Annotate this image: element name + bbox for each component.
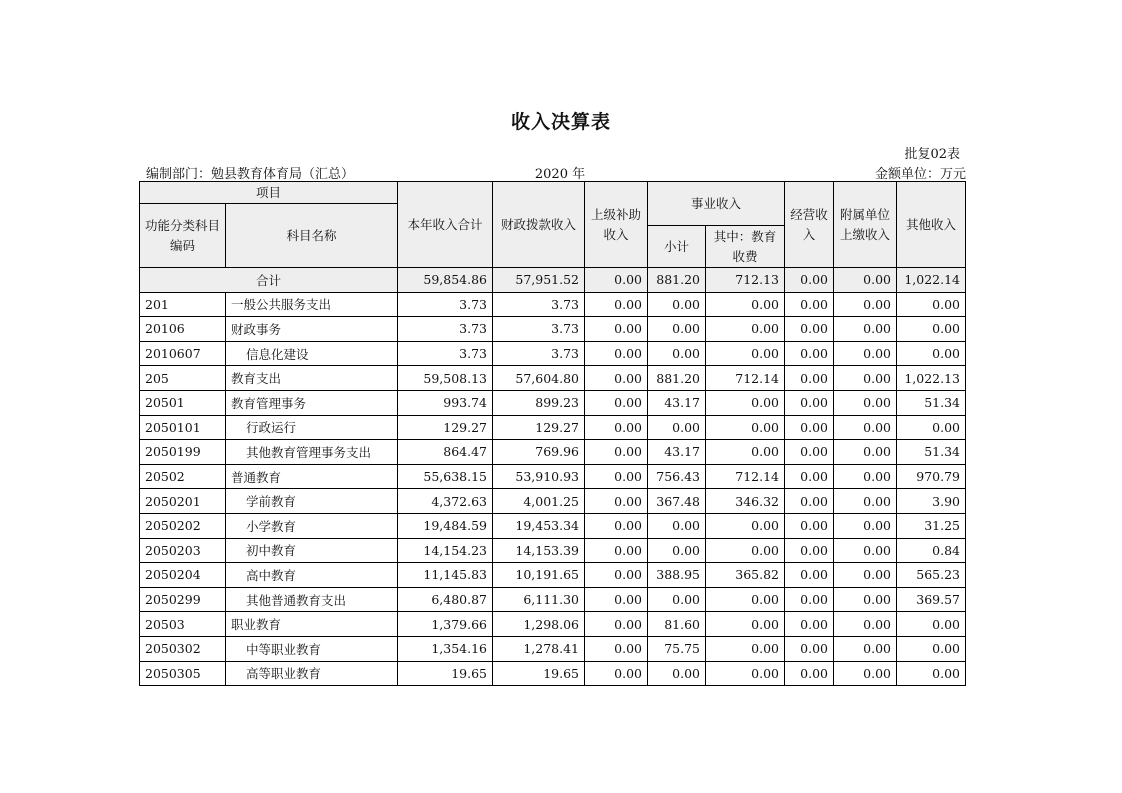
subject-name-cell: 其他教育管理事务支出 [226,440,398,465]
table-row [140,366,966,391]
amount-cell: 0.00 [834,489,897,514]
amount-cell: 0.00 [897,661,966,686]
amount-cell: 712.14 [706,366,785,391]
amount-cell: 0.00 [785,341,834,366]
subject-name-cell: 其他普通教育支出 [226,587,398,612]
amount-cell: 0.00 [706,513,785,538]
amount-cell: 6,111.30 [493,587,585,612]
amount-cell: 367.48 [648,489,706,514]
amount-cell: 14,153.39 [493,538,585,563]
amount-cell: 0.00 [834,636,897,661]
amount-cell: 0.00 [706,390,785,415]
amount-cell: 769.96 [493,440,585,465]
amount-cell: 51.34 [897,440,966,465]
amount-cell: 565.23 [897,563,966,588]
amount-cell: 0.00 [785,464,834,489]
amount-cell: 0.00 [785,563,834,588]
amount-cell: 0.00 [834,341,897,366]
amount-cell: 11,145.83 [398,563,493,588]
amount-cell: 756.43 [648,464,706,489]
function-code-cell: 20501 [140,390,226,415]
subject-name-cell: 小学教育 [226,513,398,538]
amount-cell: 0.00 [834,415,897,440]
function-code-cell: 2050202 [140,513,226,538]
subject-name-cell: 高等职业教育 [226,661,398,686]
table-row [140,390,966,415]
amount-cell: 0.00 [834,390,897,415]
table-row [140,587,966,612]
amount-cell: 0.00 [585,390,648,415]
amount-cell: 346.32 [706,489,785,514]
subject-name-cell: 职业教育 [226,612,398,637]
amount-cell: 0.00 [585,415,648,440]
amount-cell: 59,508.13 [398,366,493,391]
total-cell: 881.20 [648,268,706,293]
amount-cell: 0.00 [897,317,966,342]
amount-cell: 81.60 [648,612,706,637]
function-code-cell: 2010607 [140,341,226,366]
amount-cell: 0.00 [648,587,706,612]
amount-cell: 0.00 [585,317,648,342]
amount-cell: 0.00 [585,464,648,489]
amount-cell: 0.00 [785,292,834,317]
amount-cell: 0.00 [834,440,897,465]
amount-cell: 0.00 [585,341,648,366]
table-body [140,268,966,686]
amount-cell: 19.65 [493,661,585,686]
subject-name-cell: 学前教育 [226,489,398,514]
amount-cell: 0.00 [585,538,648,563]
subject-name-cell: 初中教育 [226,538,398,563]
amount-cell: 10,191.65 [493,563,585,588]
amount-cell: 0.00 [648,513,706,538]
function-code-cell: 20503 [140,612,226,637]
table-row [140,317,966,342]
amount-cell: 3.73 [398,341,493,366]
amount-cell: 0.00 [834,587,897,612]
amount-cell: 14,154.23 [398,538,493,563]
amount-cell: 0.00 [834,464,897,489]
amount-cell: 0.00 [585,636,648,661]
amount-cell: 1,354.16 [398,636,493,661]
function-code-cell: 2050299 [140,587,226,612]
amount-cell: 4,372.63 [398,489,493,514]
function-code-cell: 2050204 [140,563,226,588]
amount-cell: 0.00 [897,612,966,637]
total-cell: 57,951.52 [493,268,585,293]
amount-cell: 899.23 [493,390,585,415]
total-cell: 0.00 [785,268,834,293]
amount-cell: 0.00 [706,612,785,637]
compiling-department: 编制部门：勉县教育体育局（汇总） [146,167,355,182]
amount-cell: 43.17 [648,390,706,415]
amount-cell: 0.00 [785,317,834,342]
header-fiscal-appropriation: 财政拨款收入 [493,182,585,268]
subject-name-cell: 教育管理事务 [226,390,398,415]
amount-cell: 864.47 [398,440,493,465]
header-other-income: 其他收入 [897,182,966,268]
amount-cell: 365.82 [706,563,785,588]
subject-name-cell: 教育支出 [226,366,398,391]
amount-cell: 0.00 [585,292,648,317]
amount-cell: 369.57 [897,587,966,612]
table-row [140,292,966,317]
amount-cell: 993.74 [398,390,493,415]
amount-cell: 53,910.93 [493,464,585,489]
amount-cell: 0.00 [585,440,648,465]
amount-cell: 0.00 [706,341,785,366]
amount-cell: 0.00 [706,538,785,563]
header-total-income: 本年收入合计 [398,182,493,268]
function-code-cell: 2050199 [140,440,226,465]
table-row [140,341,966,366]
table-row [140,489,966,514]
header-business-subtotal: 小计 [648,226,706,268]
subject-name-cell: 一般公共服务支出 [226,292,398,317]
amount-cell: 129.27 [493,415,585,440]
amount-cell: 3.73 [493,341,585,366]
amount-cell: 1,278.41 [493,636,585,661]
table-row [140,612,966,637]
amount-cell: 31.25 [897,513,966,538]
amount-cell: 0.00 [706,636,785,661]
amount-cell: 75.75 [648,636,706,661]
header-function-code: 功能分类科目编码 [140,204,226,268]
amount-cell: 3.73 [398,292,493,317]
header-subject-name: 科目名称 [226,204,398,268]
table-header [140,182,966,268]
amount-cell: 0.00 [785,661,834,686]
amount-cell: 0.00 [585,661,648,686]
function-code-cell: 201 [140,292,226,317]
amount-cell: 0.00 [648,538,706,563]
total-cell: 0.00 [585,268,648,293]
amount-cell: 0.00 [785,366,834,391]
function-code-cell: 2050302 [140,636,226,661]
function-code-cell: 2050203 [140,538,226,563]
amount-cell: 0.84 [897,538,966,563]
amount-cell: 0.00 [785,587,834,612]
amount-cell: 0.00 [706,661,785,686]
amount-cell: 0.00 [585,366,648,391]
amount-cell: 0.00 [706,317,785,342]
amount-unit: 金额单位：万元 [874,167,966,182]
total-cell: 0.00 [834,268,897,293]
header-project: 项目 [140,182,398,204]
page-title: 收入决算表 [510,111,611,133]
amount-cell: 19,453.34 [493,513,585,538]
amount-cell: 19,484.59 [398,513,493,538]
subject-name-cell: 信息化建设 [226,341,398,366]
total-cell: 712.13 [706,268,785,293]
amount-cell: 3.73 [493,317,585,342]
amount-cell: 0.00 [648,292,706,317]
amount-cell: 0.00 [834,292,897,317]
function-code-cell: 2050101 [140,415,226,440]
amount-cell: 129.27 [398,415,493,440]
amount-cell: 0.00 [834,612,897,637]
function-code-cell: 2050201 [140,489,226,514]
amount-cell: 0.00 [648,415,706,440]
amount-cell: 43.17 [648,440,706,465]
amount-cell: 0.00 [785,415,834,440]
amount-cell: 388.95 [648,563,706,588]
subject-name-cell: 财政事务 [226,317,398,342]
subject-name-cell: 中等职业教育 [226,636,398,661]
header-business-income: 事业收入 [648,182,785,226]
amount-cell: 51.34 [897,390,966,415]
table-row [140,513,966,538]
amount-cell: 1,022.13 [897,366,966,391]
amount-cell: 0.00 [897,292,966,317]
amount-cell: 0.00 [897,415,966,440]
header-affiliated-income: 附属单位上缴收入 [834,182,897,268]
amount-cell: 3.73 [493,292,585,317]
amount-cell: 0.00 [834,317,897,342]
subject-name-cell: 普通教育 [226,464,398,489]
total-cell: 1,022.14 [897,268,966,293]
amount-cell: 0.00 [785,390,834,415]
total-label: 合计 [140,268,398,293]
amount-cell: 712.14 [706,464,785,489]
income-statement-table [139,181,966,686]
table-row [140,661,966,686]
amount-cell: 0.00 [706,415,785,440]
amount-cell: 3.90 [897,489,966,514]
form-number: 批复02表 [904,147,960,162]
function-code-cell: 2050305 [140,661,226,686]
header-education-fee: 其中：教育收费 [706,226,785,268]
table-row [140,636,966,661]
amount-cell: 0.00 [706,440,785,465]
amount-cell: 0.00 [897,341,966,366]
amount-cell: 0.00 [834,563,897,588]
function-code-cell: 20106 [140,317,226,342]
amount-cell: 0.00 [648,661,706,686]
amount-cell: 0.00 [897,636,966,661]
function-code-cell: 205 [140,366,226,391]
amount-cell: 0.00 [585,587,648,612]
amount-cell: 6,480.87 [398,587,493,612]
amount-cell: 0.00 [834,538,897,563]
amount-cell: 1,379.66 [398,612,493,637]
amount-cell: 970.79 [897,464,966,489]
table-row [140,415,966,440]
amount-cell: 0.00 [834,661,897,686]
amount-cell: 0.00 [585,563,648,588]
amount-cell: 0.00 [585,612,648,637]
meta-line [140,163,966,181]
amount-cell: 0.00 [834,366,897,391]
table-row [140,464,966,489]
amount-cell: 1,298.06 [493,612,585,637]
amount-cell: 0.00 [585,489,648,514]
amount-cell: 55,638.15 [398,464,493,489]
header-operating-income: 经营收入 [785,182,834,268]
header-superior-subsidy: 上级补助收入 [585,182,648,268]
amount-cell: 0.00 [785,489,834,514]
amount-cell: 881.20 [648,366,706,391]
amount-cell: 0.00 [785,513,834,538]
amount-cell: 0.00 [785,636,834,661]
table-row [140,563,966,588]
amount-cell: 0.00 [648,317,706,342]
function-code-cell: 20502 [140,464,226,489]
amount-cell: 19.65 [398,661,493,686]
amount-cell: 0.00 [648,341,706,366]
amount-cell: 0.00 [785,612,834,637]
subject-name-cell: 高中教育 [226,563,398,588]
amount-cell: 3.73 [398,317,493,342]
amount-cell: 0.00 [785,538,834,563]
table-row [140,440,966,465]
amount-cell: 0.00 [585,513,648,538]
amount-cell: 57,604.80 [493,366,585,391]
amount-cell: 0.00 [706,292,785,317]
total-cell: 59,854.86 [398,268,493,293]
subject-name-cell: 行政运行 [226,415,398,440]
amount-cell: 4,001.25 [493,489,585,514]
amount-cell: 0.00 [706,587,785,612]
amount-cell: 0.00 [834,513,897,538]
table-row [140,538,966,563]
total-row [140,268,966,293]
amount-cell: 0.00 [785,440,834,465]
report-year: 2020 年 [534,167,586,182]
